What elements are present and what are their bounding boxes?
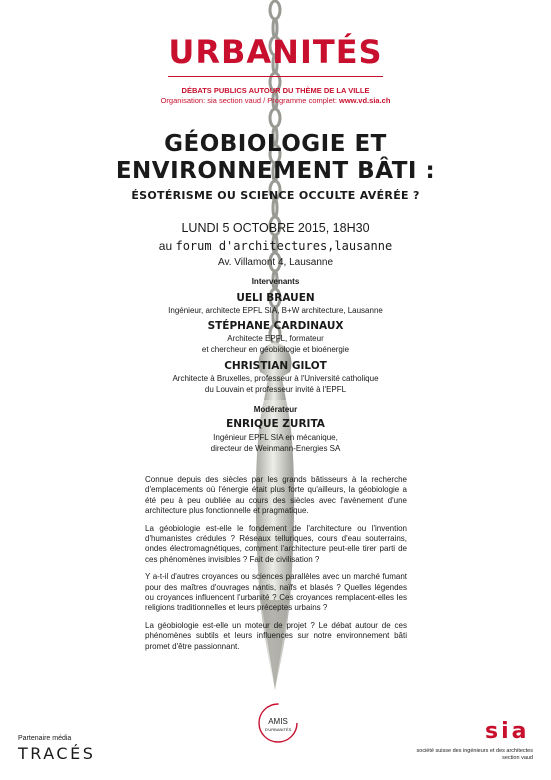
speaker-role: Architecte à Bruxelles, professeur à l'Université catholique xyxy=(172,374,379,383)
speaker-name: CHRISTIAN GILOT xyxy=(224,360,327,372)
speaker-role: du Louvain et professeur invité à l'EPFL xyxy=(204,385,347,394)
speaker-role: Architecte EPFL, formateur xyxy=(227,334,324,343)
organisation-line xyxy=(0,96,551,106)
moderator-role: directeur de Weinmann-Energies SA xyxy=(210,444,341,453)
body-paragraph: Connue depuis des siècles par les grands bâtisseurs à la recherche d'emplacements où l'énergie était plus forte qu'ailleurs, la géobiologie a été peu à peu oubliée au cours des siècles avec l'avènement d'une architecture plus fonctionnelle et pragmatique. xyxy=(145,475,407,516)
sia-caption xyxy=(400,748,533,762)
brand-title: URBANITÉS xyxy=(168,33,383,71)
amis-urbanites-logo xyxy=(257,702,299,744)
organisation-link[interactable]: www.vd.sia.ch xyxy=(339,96,391,105)
main-title-line-3: ÉSOTÉRISME OU SCIENCE OCCULTE AVÉRÉE ? xyxy=(131,189,420,202)
amis-logo-text: AMIS xyxy=(268,717,288,726)
sia-logo: sia xyxy=(485,719,530,744)
venue-prefix: au xyxy=(158,239,173,253)
sia-caption-line: section vaud xyxy=(502,755,533,761)
speaker-role: Ingénieur, architecte EPFL SIA, B+W architecture, Lausanne xyxy=(168,306,383,315)
body-text xyxy=(145,475,407,659)
speakers-heading: Intervenants xyxy=(251,277,300,286)
moderator-role: Ingénieur EPFL SIA en mécanique, xyxy=(213,433,338,442)
speaker-role: et chercheur en géobiologie et bioénergie xyxy=(201,345,350,354)
speaker-name: STÉPHANE CARDINAUX xyxy=(207,320,344,332)
event-address: Av. Villamont 4, Lausanne xyxy=(217,257,334,268)
main-title-line-2: ENVIRONNEMENT BÂTI : xyxy=(115,158,436,184)
event-venue xyxy=(0,238,551,254)
speaker-name: UELI BRAUEN xyxy=(236,292,315,304)
body-paragraph: La géobiologie est-elle le fondement de l'architecture ou l'invention d'humanistes crédules ? Réseaux telluriques, cours d'eau souterrains, ondes électromagnétiques, comment l'architecture peut-elle tirer parti de ces phénomènes invisibles ? Fait de civilisation ? xyxy=(145,523,407,564)
organisation-prefix: Organisation: sia section vaud / Programme complet: xyxy=(160,96,339,105)
header-subtitle: DÉBATS PUBLICS AUTOUR DU THÈME DE LA VILLE xyxy=(181,86,370,95)
header-divider xyxy=(168,76,383,77)
event-date: LUNDI 5 OCTOBRE 2015, 18H30 xyxy=(181,221,370,235)
traces-logo: TRACÉS xyxy=(18,744,96,763)
moderator-name: ENRIQUE ZURITA xyxy=(226,418,325,430)
amis-logo-subtext: D'URBANITÉS xyxy=(264,727,292,732)
venue-name: forum d'architectures,lausanne xyxy=(175,239,393,253)
moderator-heading: Modérateur xyxy=(253,405,298,414)
body-paragraph: Y a-t-il d'autres croyances ou sciences parallèles avec un marché fumant pour des maîtres d'ouvrages nantis, naïfs et blasés ? Quelles légendes ou croyances influencent l'urbanité ? Ces croyances remplacent-elles les religions traditionnelles et leurs préceptes urbains ? xyxy=(145,572,407,613)
sia-caption-line: société suisse des ingénieurs et des architectes xyxy=(416,748,533,754)
media-partner-label: Partenaire média xyxy=(18,735,72,742)
body-paragraph: La géobiologie est-elle un moteur de projet ? Le débat autour de ces phénomènes subtils et leurs influences sur notre environnement bâti promet d'être passionnant. xyxy=(145,620,407,651)
main-title-line-1: GÉOBIOLOGIE ET xyxy=(164,131,387,157)
